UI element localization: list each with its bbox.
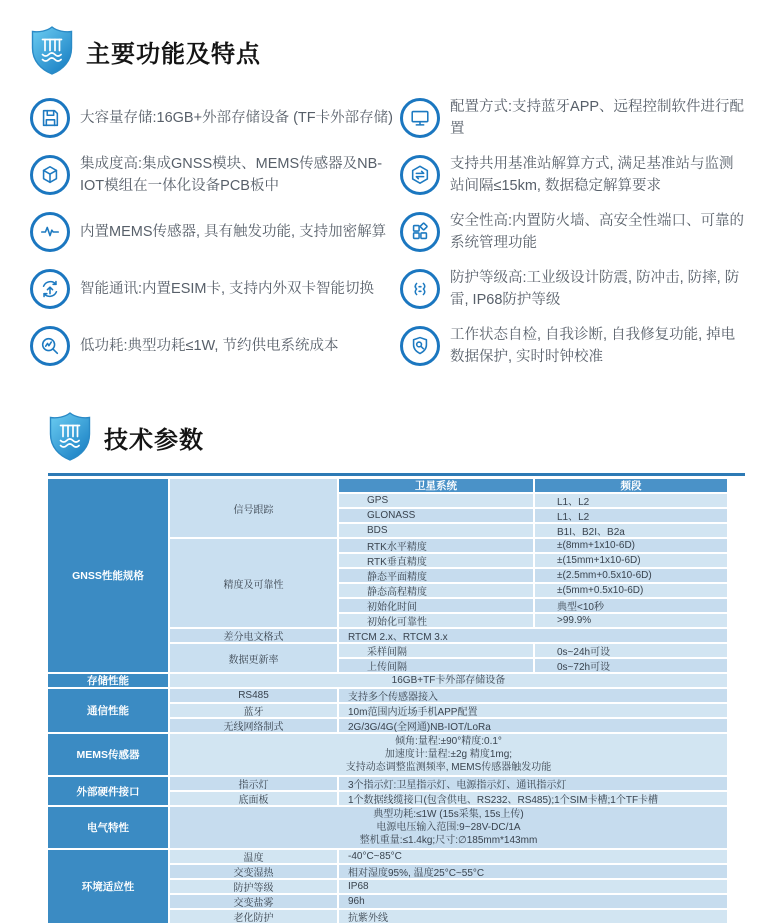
features-section <box>30 26 745 368</box>
spec-value-cell: 典型<10秒 <box>535 599 727 612</box>
spec-value-cell: 0s~72h可设 <box>535 659 727 672</box>
spec-value-cell: ±(5mm+0.5x10-6D) <box>535 584 727 597</box>
spec-value-cell: ±(2.5mm+0.5x10-6D) <box>535 569 727 582</box>
spec-category-cell: MEMS传感器 <box>48 734 168 775</box>
feature-text: 内置MEMS传感器, 具有触发功能, 支持加密解算 <box>80 224 387 240</box>
spec-merged-line: 整机重量:≤1.4kg;尺寸:∅185mm*143mm <box>359 835 538 846</box>
spec-param-cell: GPS <box>339 494 533 507</box>
spec-value-cell: L1、L2 <box>535 509 727 522</box>
feature-text: 低功耗:典型功耗≤1W, 节约供电系统成本 <box>80 338 339 354</box>
feature-item <box>30 324 400 368</box>
shock-icon <box>400 269 440 309</box>
spec-subcategory-cell: 信号跟踪 <box>170 479 337 537</box>
feature-item <box>400 96 745 140</box>
spec-value-cell: 1个数据线缆接口(包含供电、RS232、RS485);1个SIM卡槽;1个TF卡槽 <box>339 792 727 805</box>
spec-merged-line: 电源电压输入范围:9~28V-DC/1A <box>376 822 521 833</box>
spec-subcategory-cell: 精度及可靠性 <box>170 539 337 627</box>
feature-text: 安全性高:内置防火墙、高安全性端口、可靠的系统管理功能 <box>450 213 745 251</box>
feature-text: 大容量存储:16GB+外部存储设备 (TF卡外部存储) <box>80 110 393 126</box>
spec-subcategory-cell: 指示灯 <box>170 777 337 790</box>
spec-merged-value-cell <box>170 807 727 848</box>
spec-value-cell: RTCM 2.x、RTCM 3.x <box>339 629 727 642</box>
spec-value-cell: ±(15mm+1x10-6D) <box>535 554 727 567</box>
spec-param-cell: GLONASS <box>339 509 533 522</box>
storage-icon <box>30 98 70 138</box>
spec-category-cell: 环境适应性 <box>48 850 168 923</box>
spec-value-cell: 10m范围内近场手机APP配置 <box>339 704 727 717</box>
spec-param-cell: 初始化时间 <box>339 599 533 612</box>
spec-subcategory-cell: 温度 <box>170 850 337 863</box>
spec-subcategory-cell: 防护等级 <box>170 880 337 893</box>
spec-category-cell: 电气特性 <box>48 807 168 848</box>
monitor-icon <box>400 98 440 138</box>
spec-value-cell: 抗紫外线 <box>339 910 727 923</box>
spec-header-cell: 频段 <box>535 479 727 492</box>
spec-subcategory-cell: 老化防护 <box>170 910 337 923</box>
feature-item <box>400 267 745 311</box>
feature-item <box>400 210 745 254</box>
feature-item <box>30 267 400 311</box>
spec-merged-value-cell <box>170 674 727 687</box>
spec-category-cell: 存储性能 <box>48 674 168 687</box>
spec-category-cell: 通信性能 <box>48 689 168 732</box>
feature-item <box>30 210 400 254</box>
spec-value-cell: 支持多个传感器接入 <box>339 689 727 702</box>
spec-subcategory-cell: 数据更新率 <box>170 644 337 672</box>
spec-param-cell: RTK垂直精度 <box>339 554 533 567</box>
sync-up-icon <box>30 269 70 309</box>
spec-header-cell: 卫星系统 <box>339 479 533 492</box>
spec-param-cell: RTK水平精度 <box>339 539 533 552</box>
spec-param-cell: 静态高程精度 <box>339 584 533 597</box>
spec-merged-line: 典型功耗:≤1W (15s采集, 15s上传) <box>373 809 524 820</box>
spec-merged-line: 16GB+TF卡外部存储设备 <box>391 675 506 686</box>
spec-subcategory-cell: 差分电文格式 <box>170 629 337 642</box>
spec-param-cell: 静态平面精度 <box>339 569 533 582</box>
spec-subcategory-cell: 交变盐雾 <box>170 895 337 908</box>
feature-item <box>30 153 400 197</box>
feature-text: 智能通讯:内置ESIM卡, 支持内外双卡智能切换 <box>80 281 375 297</box>
feature-item <box>30 96 400 140</box>
shield-badge-icon <box>30 26 74 76</box>
shield-badge-icon <box>48 412 92 462</box>
feature-item <box>400 153 745 197</box>
spec-subcategory-cell: RS485 <box>170 689 337 702</box>
features-section-header <box>30 26 745 76</box>
spec-merged-value-cell <box>170 734 727 775</box>
spec-subcategory-cell: 无线网络制式 <box>170 719 337 732</box>
spec-value-cell: 相对湿度95%, 温度25°C~55°C <box>339 865 727 878</box>
feature-text: 工作状态自检, 自我诊断, 自我修复功能, 掉电数据保护, 实时时钟校准 <box>450 327 736 365</box>
cube-icon <box>30 155 70 195</box>
specs-section-header <box>48 412 745 462</box>
spec-subcategory-cell: 底面板 <box>170 792 337 805</box>
shield-check-icon <box>400 326 440 366</box>
spec-param-cell: BDS <box>339 524 533 537</box>
spec-value-cell: L1、L2 <box>535 494 727 507</box>
spec-param-cell: 上传间隔 <box>339 659 533 672</box>
pulse-icon <box>30 212 70 252</box>
spec-value-cell: >99.9% <box>535 614 727 627</box>
spec-value-cell: 0s~24h可设 <box>535 644 727 657</box>
spec-value-cell: IP68 <box>339 880 727 893</box>
blocks-icon <box>400 212 440 252</box>
spec-value-cell: 2G/3G/4G(全网通)NB-IOT/LoRa <box>339 719 727 732</box>
feature-text: 支持共用基准站解算方式, 满足基准站与监测站间隔≤15km, 数据稳定解算要求 <box>450 156 734 194</box>
features-grid <box>30 96 745 368</box>
spec-category-cell: 外部硬件接口 <box>48 777 168 805</box>
power-scope-icon <box>30 326 70 366</box>
spec-value-cell: 3个指示灯:卫星指示灯、电源指示灯、通讯指示灯 <box>339 777 727 790</box>
spec-merged-line: 加速度计:量程:±2g 精度1mg; <box>384 749 513 760</box>
spec-category-cell: GNSS性能规格 <box>48 479 168 672</box>
spec-merged-line: 倾角:量程:±90°精度:0.1° <box>395 736 502 747</box>
spec-value-cell: -40°C~85°C <box>339 850 727 863</box>
spec-value-cell: 96h <box>339 895 727 908</box>
feature-text: 集成度高:集成GNSS模块、MEMS传感器及NB-IOT模组在一体化设备PCB板中 <box>80 156 383 194</box>
spec-subcategory-cell: 交变湿热 <box>170 865 337 878</box>
specs-title: 技术参数 <box>104 426 204 454</box>
spec-value-cell: B1I、B2I、B2a <box>535 524 727 537</box>
spec-param-cell: 初始化可靠性 <box>339 614 533 627</box>
spec-param-cell: 采样间隔 <box>339 644 533 657</box>
spec-merged-line: 支持动态调整监测频率, MEMS传感器触发功能 <box>345 762 552 773</box>
specs-section <box>48 412 745 923</box>
feature-text: 配置方式:支持蓝牙APP、远程控制软件进行配置 <box>450 99 745 137</box>
features-title: 主要功能及特点 <box>86 40 261 68</box>
feature-text: 防护等级高:工业级设计防震, 防冲击, 防摔, 防雷, IP68防护等级 <box>450 270 740 308</box>
spec-subcategory-cell: 蓝牙 <box>170 704 337 717</box>
hex-sync-icon <box>400 155 440 195</box>
section-divider <box>48 473 745 476</box>
spec-table <box>48 479 727 923</box>
spec-value-cell: ±(8mm+1x10-6D) <box>535 539 727 552</box>
feature-item <box>400 324 745 368</box>
